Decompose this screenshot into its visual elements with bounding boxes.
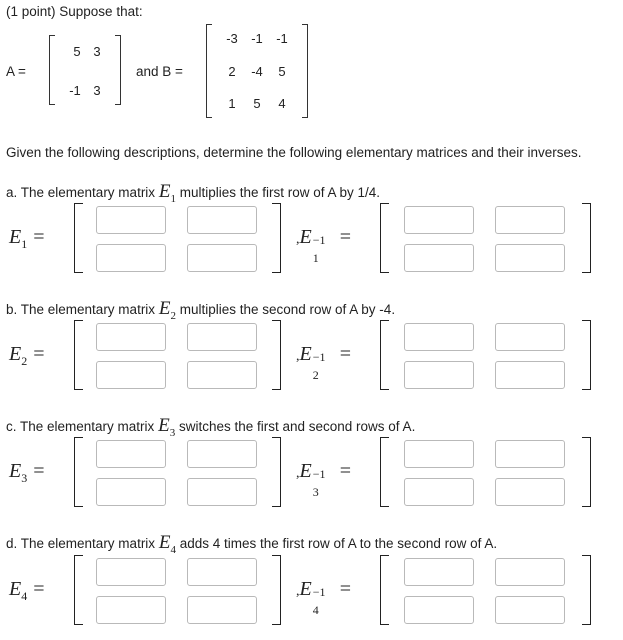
e2-inv-left-bracket bbox=[380, 320, 389, 390]
e3-input-r2c1[interactable] bbox=[96, 478, 166, 506]
e1-input-r2c2[interactable] bbox=[187, 244, 257, 272]
e3-input-r1c1[interactable] bbox=[96, 440, 166, 468]
e2-input-r2c2[interactable] bbox=[187, 361, 257, 389]
part-c-subscript: 3 bbox=[169, 426, 176, 439]
e4-inv-input-r1c2[interactable] bbox=[495, 558, 565, 586]
e4-inv-input-r2c2[interactable] bbox=[495, 596, 565, 624]
e4-input-r1c1[interactable] bbox=[96, 558, 166, 586]
e3-inv-left-bracket bbox=[380, 437, 389, 507]
e3-inv-input-r2c2[interactable] bbox=[495, 478, 565, 506]
part-c-description: switches the first and second rows of A. bbox=[178, 419, 416, 434]
e1-inv-right-bracket bbox=[582, 203, 591, 273]
e3-left-bracket bbox=[74, 437, 83, 507]
part-a-subscript: 1 bbox=[170, 192, 176, 205]
e4-input-r2c2[interactable] bbox=[187, 596, 257, 624]
matrix-b-cell: 4 bbox=[278, 96, 286, 111]
instruction-text: Given the following descriptions, determine the following elementary matrices and their inverses. bbox=[6, 145, 582, 160]
part-b-symbol: E bbox=[158, 298, 171, 319]
e4-inverse-label: ,E −1 4 = bbox=[296, 578, 351, 617]
part-b-prefix: b. The elementary matrix bbox=[6, 302, 156, 317]
matrix-b-cell: -4 bbox=[251, 64, 263, 79]
matrix-a-label: A = bbox=[6, 64, 26, 79]
e4-inv-right-bracket bbox=[582, 555, 591, 625]
e4-label: $E_4$ = bbox=[9, 578, 45, 603]
e2-inv-right-bracket bbox=[582, 320, 591, 390]
e1-label: $E_1$ = bbox=[9, 226, 45, 251]
matrix-a-cell: 3 bbox=[93, 83, 101, 98]
matrix-b-label: and B = bbox=[136, 64, 183, 79]
part-a-heading bbox=[6, 181, 380, 205]
e3-inv-right-bracket bbox=[582, 437, 591, 507]
e1-left-bracket bbox=[74, 203, 83, 273]
e1-inv-input-r2c2[interactable] bbox=[495, 244, 565, 272]
e3-inverse-label: ,E −1 3 = bbox=[296, 460, 351, 499]
part-b-subscript: 2 bbox=[170, 309, 176, 322]
e4-left-bracket bbox=[74, 555, 83, 625]
e3-label: $E_3$ = bbox=[9, 460, 45, 485]
e4-input-r2c1[interactable] bbox=[96, 596, 166, 624]
matrix-b-right-bracket bbox=[302, 24, 308, 118]
e2-inverse-label: ,E −1 2 = bbox=[296, 343, 351, 382]
e2-input-r1c1[interactable] bbox=[96, 323, 166, 351]
part-c-prefix: c. The elementary matrix bbox=[6, 419, 155, 434]
e4-input-r1c2[interactable] bbox=[187, 558, 257, 586]
part-d-symbol: E bbox=[158, 532, 171, 553]
e4-inv-input-r2c1[interactable] bbox=[404, 596, 474, 624]
matrix-b-cell: 5 bbox=[278, 64, 286, 79]
matrix-a-cell: 3 bbox=[93, 44, 101, 59]
matrix-a-cell: -1 bbox=[69, 83, 81, 98]
e2-input-r1c2[interactable] bbox=[187, 323, 257, 351]
e1-inv-input-r1c2[interactable] bbox=[495, 206, 565, 234]
matrix-a-right-bracket bbox=[115, 35, 121, 105]
e4-inv-left-bracket bbox=[380, 555, 389, 625]
e4-right-bracket bbox=[272, 555, 281, 625]
e1-input-r2c1[interactable] bbox=[96, 244, 166, 272]
e2-inv-input-r1c2[interactable] bbox=[495, 323, 565, 351]
matrix-b-cell: -3 bbox=[226, 31, 238, 46]
e2-right-bracket bbox=[272, 320, 281, 390]
e4-inv-input-r1c1[interactable] bbox=[404, 558, 474, 586]
part-c-symbol: E bbox=[158, 415, 170, 436]
part-a-symbol: E bbox=[158, 181, 171, 202]
e2-label: $E_2$ = bbox=[9, 343, 45, 368]
part-b-heading bbox=[6, 298, 395, 322]
problem-title: (1 point) Suppose that: bbox=[6, 4, 143, 19]
e3-right-bracket bbox=[272, 437, 281, 507]
matrix-a-left-bracket bbox=[49, 35, 55, 105]
e3-inv-input-r2c1[interactable] bbox=[404, 478, 474, 506]
part-b-description: multiplies the second row of A by -4. bbox=[179, 302, 396, 317]
e1-inv-left-bracket bbox=[380, 203, 389, 273]
part-d-heading bbox=[6, 532, 497, 556]
e1-input-r1c2[interactable] bbox=[187, 206, 257, 234]
e3-input-r2c2[interactable] bbox=[187, 478, 257, 506]
e1-right-bracket bbox=[272, 203, 281, 273]
matrix-b-cell: -1 bbox=[251, 31, 263, 46]
part-d-description: adds 4 times the first row of A to the second row of A. bbox=[179, 536, 498, 551]
part-d-subscript: 4 bbox=[170, 543, 176, 556]
matrix-b-left-bracket bbox=[206, 24, 212, 118]
matrix-b-cell: 2 bbox=[228, 64, 236, 79]
e3-inv-input-r1c2[interactable] bbox=[495, 440, 565, 468]
e2-inv-input-r1c1[interactable] bbox=[404, 323, 474, 351]
e1-input-r1c1[interactable] bbox=[96, 206, 166, 234]
e1-inv-input-r2c1[interactable] bbox=[404, 244, 474, 272]
e2-inv-input-r2c1[interactable] bbox=[404, 361, 474, 389]
e1-inv-input-r1c1[interactable] bbox=[404, 206, 474, 234]
part-d-prefix: d. The elementary matrix bbox=[6, 536, 156, 551]
part-a-prefix: a. The elementary matrix bbox=[6, 185, 156, 200]
matrix-b-cell: -1 bbox=[276, 31, 288, 46]
e3-inv-input-r1c1[interactable] bbox=[404, 440, 474, 468]
e2-left-bracket bbox=[74, 320, 83, 390]
matrix-b-cell: 5 bbox=[253, 96, 261, 111]
matrix-a-cell: 5 bbox=[73, 44, 81, 59]
part-a-description: multiplies the first row of A by 1/4. bbox=[179, 185, 381, 200]
e3-input-r1c2[interactable] bbox=[187, 440, 257, 468]
e2-inv-input-r2c2[interactable] bbox=[495, 361, 565, 389]
e1-inverse-label: ,E −1 1 = bbox=[296, 226, 351, 265]
matrix-b-cell: 1 bbox=[228, 96, 236, 111]
e2-input-r2c1[interactable] bbox=[96, 361, 166, 389]
part-c-heading bbox=[6, 415, 415, 439]
